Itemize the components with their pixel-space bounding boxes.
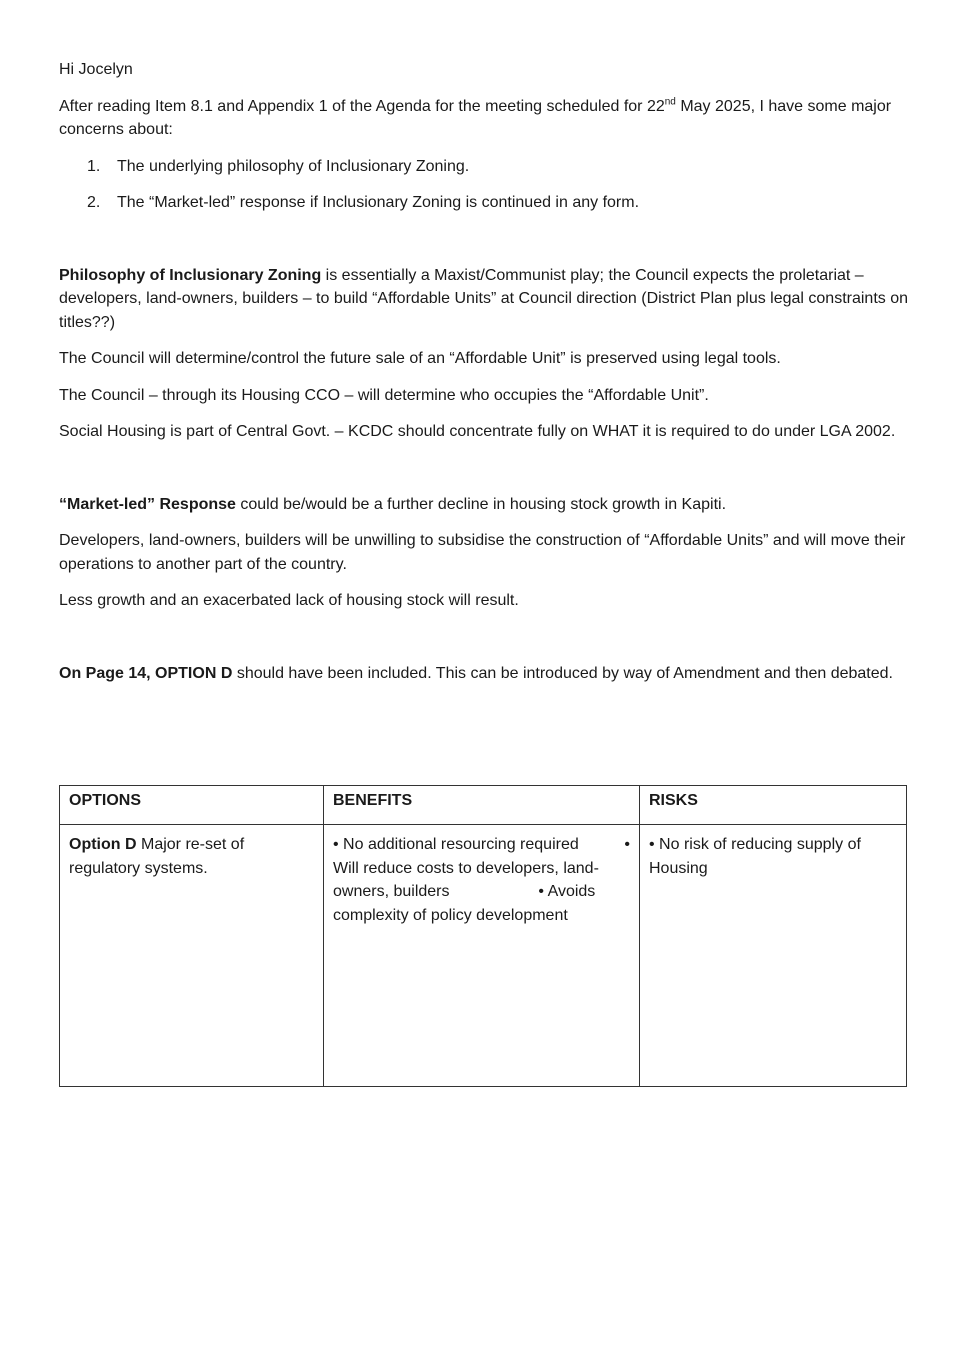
option-label: Option D: [69, 836, 137, 853]
option-text: Major re-set of regulatory systems.: [69, 836, 245, 877]
benefit-bullet: •: [624, 836, 630, 853]
benefit-line: Will reduce costs to developers, land-owners, builders • Avoids complexity of policy development: [333, 859, 600, 924]
intro-text-end: May 2025, I have some major concerns about:: [59, 97, 892, 138]
date-suffix: nd: [664, 96, 676, 108]
table-row: [60, 825, 907, 1087]
list-item-text: The underlying philosophy of Inclusionary Zoning.: [117, 157, 470, 175]
list-item: [87, 191, 919, 215]
benefit-line: • No additional resourcing required: [333, 836, 579, 853]
council-occupy-paragraph: The Council – through its Housing CCO – will determine who occupies the “Affordable Unit”.: [59, 386, 709, 404]
benefits-cell: [324, 825, 640, 1087]
table-header-row: [60, 786, 907, 825]
philosophy-heading: Philosophy of Inclusionary Zoning: [59, 266, 322, 284]
philosophy-text: is essentially a Maxist/Communist play; the Council expects the proletariat – developers, land-owners, builders – to build “Affordable Units” at Council direction (District Plan plus legal constraints on titles??): [59, 266, 909, 331]
list-item: [87, 155, 919, 179]
risks-cell: • No risk of reducing supply of Housing: [640, 825, 907, 1087]
option-d-paragraph: [59, 662, 919, 686]
option-cell: [60, 825, 324, 1087]
concerns-list: [59, 155, 919, 215]
options-table: [59, 785, 907, 1087]
intro-paragraph: [59, 95, 919, 142]
council-sale-paragraph: The Council will determine/control the future sale of an “Affordable Unit” is preserved using legal tools.: [59, 350, 781, 367]
header-options: OPTIONS: [60, 786, 324, 825]
market-text: could be/would be a further decline in housing stock growth in Kapiti.: [235, 495, 727, 513]
developers-paragraph: Developers, land-owners, builders will be unwilling to subsidise the construction of “Affordable Units” and will move their operations to another part of the country.: [59, 532, 906, 573]
list-item-text: The “Market-led” response if Inclusionary Zoning is continued in any form.: [117, 194, 640, 211]
header-risks: RISKS: [640, 786, 907, 825]
list-number: 1.: [87, 157, 101, 175]
intro-text: After reading Item 8.1 and Appendix 1 of the Agenda for the meeting scheduled for 22: [59, 97, 665, 115]
option-d-text: should have been included. This can be introduced by way of Amendment and then debated.: [232, 664, 893, 682]
market-paragraph: [59, 493, 919, 517]
list-number: 2.: [87, 194, 101, 211]
greeting: Hi Jocelyn: [59, 61, 133, 78]
header-benefits: BENEFITS: [324, 786, 640, 825]
letter-body: [59, 58, 919, 698]
philosophy-paragraph: [59, 264, 919, 335]
option-d-heading: On Page 14, OPTION D: [59, 664, 233, 682]
market-heading: “Market-led” Response: [59, 495, 236, 513]
less-growth-paragraph: Less growth and an exacerbated lack of housing stock will result.: [59, 592, 519, 609]
social-housing-paragraph: Social Housing is part of Central Govt. – KCDC should concentrate fully on WHAT it is required to do under LGA 2002.: [59, 423, 896, 440]
